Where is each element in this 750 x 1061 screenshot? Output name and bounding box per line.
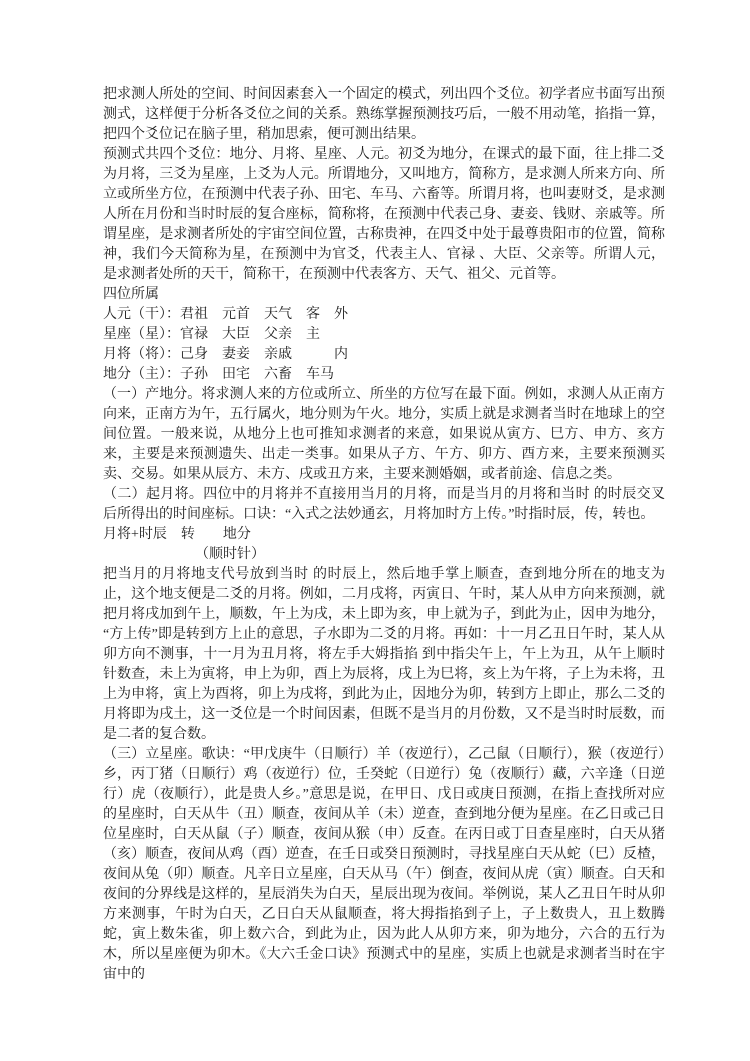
category-row-xingzuo: 星座（星）：官禄 大臣 父亲 主: [103, 327, 320, 342]
text-column: [103, 85, 665, 985]
category-row-renyuan: 人元（干）：君祖 元首 天气 客 外: [103, 307, 348, 322]
section-two-intro-paragraph: （二）起月将。四位中的月将并不直接用当月的月将，而是当月的月将和当时 的时辰交叉后所得出的时间座标。口诀：“入式之法妙通玄，月将加时方上传。”时指时辰，传，转也。: [103, 487, 665, 522]
categories-heading: 四位所属: [103, 287, 159, 302]
formula-line: 月将+时辰 转 地分: [103, 527, 251, 542]
category-row-yuejiang: 月将（将）：己身 妻妾 亲戚 内: [103, 347, 348, 362]
formula-note: （顺时针）: [195, 547, 265, 562]
four-positions-paragraph: 预测式共四个爻位：地分、月将、星座、人元。初爻为地分，在课式的最下面，往上排二爻为月将，三爻为星座，上爻为人元。所谓地分，又叫地方，简称方，是求测人所来方向、所立或所坐方位，在预测中代表子孙、田宅、车马、六畜等。所谓月将，也叫妻财爻，是求测人所在月份和当时时辰的复合座标，简称将，在预测中代表己身、妻妾、钱财、亲戚等。所谓星座，是求测者所处的宇宙空间位置，古称贵神，在四爻中处于最尊贵阳市的位置，简称神，我们今天简称为星，在预测中为官爻，代表主人、官禄 、大臣、父亲等。所谓人元，是求测者处所的天干，简称干，在预测中代表客方、天气、祖父、元首等。: [103, 147, 665, 282]
category-row-difen: 地分（主）：子孙 田宅 六畜 车马: [103, 367, 334, 382]
intro-paragraph: 把求测人所处的空间、时间因素套入一个固定的模式，列出四个爻位。初学者应书面写出预测式，这样便于分析各爻位之间的关系。熟练掌握预测技巧后，一般不用动笔，掐指一算，把四个爻位记在脑子里，稍加思索，便可测出结果。: [103, 87, 665, 142]
section-three-paragraph: （三）立星座。歌诀：“甲戊庚牛（日顺行）羊（夜逆行），乙己鼠（日顺行），猴（夜逆行）乡，丙丁猪（日顺行）鸡（夜逆行）位，壬癸蛇（日逆行）兔（夜顺行）藏，六辛逢（日逆行）虎（夜顺行），此是贵人乡。”意思是说，在甲日、戊日或庚日预测，在指上查找所对应的星座时，白天从牛（丑）顺查，夜间从羊（未）逆查，查到地分便为星座。在乙日或己日位星座时，白天从鼠（子）顺查，夜间从猴（申）反查。在丙日或丁日查星座时，白天从猪（亥）顺查，夜间从鸡（酉）逆查，在壬日或癸日预测时，寻找星座白天从蛇（巳）反楂，夜间从兔（卯）顺查。凡辛日立星座，白天从马（午）倒查，夜间从虎（寅）顺查。白天和夜间的分界线是这样的，星辰消失为白天，星辰出现为夜间。举例说，某人乙丑日午时从卯方来测事，午时为白天，乙日白天从鼠顺查，将大拇指掐到子上，子上数贵人，丑上数腾蛇，寅上数朱雀，卯上数六合，到此为止，因为此人从卯方来，卯为地分，六合的五行为木，所以星座便为卯木。《大六壬金口诀》预测式中的星座，实质上也就是求测者当时在宇宙中的: [103, 747, 665, 982]
section-one-paragraph: （一）产地分。将求测人来的方位或所立、所坐的方位写在最下面。例如，求测人从正南方向来，正南方为午，五行属火，地分则为午火。地分，实质上就是求测者当时在地球上的空间位置。一般来说，从地分上也可推知求测者的来意，如果说从寅方、巳方、申方、亥方来，主要是来预测遗失、出走一类事。如果从子方、午方、卯方、酉方来，主要来预测买卖、交易。如果从辰方、未方、戌或丑方来，主要来测婚姻，或者前途、信息之类。: [103, 387, 665, 482]
section-two-body-paragraph: 把当月的月将地支代号放到当时 的时辰上，然后地手掌上顺查，查到地分所在的地支为止，这个地支便是二爻的月将。例如，二月戌将，丙寅日、午时，某人从申方向来预测，就把月将戌加到午上，顺数，午上为戌，未上即为亥，申上就为子，到此为止，因申为地分，“方上传”即是转到方上止的意思，子水即为二爻的月将。再如：十一月乙丑日午时，某人从卯方向不测事，十一月为丑月将，将左手大姆指掐 到中指尖午上，午上为丑，从午上顺时针数查，未上为寅将，申上为卯，酉上为辰将，戌上为巳将，亥上为午将，子上为未将，丑上为申将，寅上为酉将，卯上为戌将，到此为止，因地分为卯，转到方上即止，那么二爻的月将即为戌土，这一爻位是一个时间因素，但既不是当月的月份数，又不是当时时辰数，而是二者的复合数。: [103, 567, 665, 742]
